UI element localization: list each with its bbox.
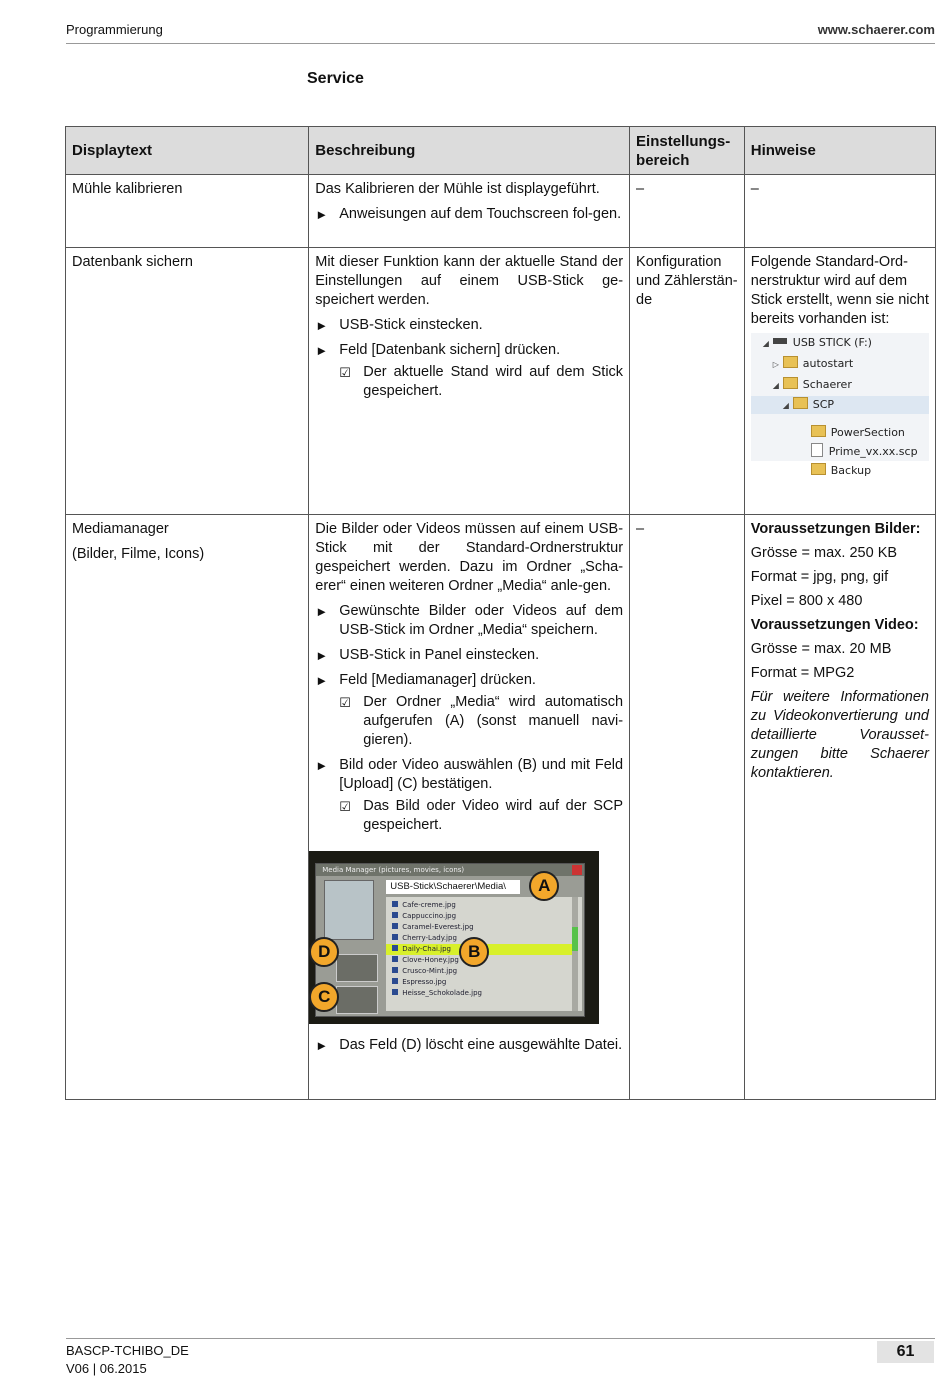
section-title: Service [307, 70, 364, 87]
delete-button-graphic [336, 954, 378, 982]
result-item [339, 363, 623, 401]
file-item-selected [392, 944, 451, 955]
table-header-row [66, 127, 936, 175]
requirement-line: Grösse = max. 20 MB [750, 641, 892, 657]
tree-label: USB STICK (F:) [792, 336, 872, 349]
footer-version: V06 | 06.2015 [66, 1361, 147, 1376]
step-item [315, 646, 623, 665]
path-field: USB-Stick\Schaerer\Media\ [386, 880, 520, 894]
right-triangle-icon: ► [315, 758, 329, 773]
file-name: Cherry-Lady.jpg [402, 934, 457, 942]
media-manager-screenshot [309, 851, 599, 1024]
requirement-line: Pixel = 800 x 480 [750, 593, 863, 609]
step-item [315, 205, 623, 224]
preview-thumbnail [324, 880, 374, 940]
step-item [315, 602, 623, 640]
step-text: Gewünschte Bilder oder Videos auf dem USB-Stick im Ordner „Media“ speichern. [339, 603, 624, 638]
file-item [392, 955, 459, 966]
table-row [66, 248, 936, 515]
header-section-label: Programmierung [66, 22, 163, 37]
right-triangle-icon: ► [315, 207, 329, 222]
file-name: Clove-Honey.jpg [402, 956, 459, 964]
displaytext-label: Mediamanager [72, 521, 169, 537]
tree-drive [763, 334, 872, 352]
row-bereich: Konfiguration und Zählerstän-de [630, 248, 745, 515]
step-item [315, 1036, 623, 1055]
header-hinweise: Hinweise [744, 127, 935, 175]
right-triangle-icon: ► [315, 604, 329, 619]
service-table [65, 126, 936, 1100]
close-icon [572, 865, 582, 875]
folder-icon [783, 356, 798, 368]
callout-b: B [459, 937, 489, 967]
checkbox-icon: ☑ [339, 799, 351, 814]
right-triangle-icon: ► [315, 648, 329, 663]
row-bereich: – [630, 175, 745, 248]
result-text: Das Bild oder Video wird auf der SCP gespeichert. [363, 798, 624, 833]
row-displaytext: Datenbank sichern [66, 248, 309, 515]
row-bereich: – [630, 515, 745, 1100]
tree-folder [811, 462, 871, 480]
checkbox-icon: ☑ [339, 365, 351, 380]
file-icon [811, 443, 823, 457]
file-name: Crusco-Mint.jpg [402, 967, 458, 975]
requirement-line: Grösse = max. 250 KB [750, 545, 898, 561]
row-beschreibung [309, 248, 630, 515]
scrollbar [572, 897, 578, 1011]
step-text: USB-Stick in Panel einstecken. [339, 647, 540, 663]
displaytext-sub: (Bilder, Filme, Icons) [72, 546, 205, 562]
right-triangle-icon: ► [315, 673, 329, 688]
footer-divider [66, 1338, 935, 1339]
requirement-line: Format = MPG2 [750, 665, 855, 681]
callout-c: C [309, 982, 339, 1012]
step-item [315, 316, 623, 335]
right-triangle-icon: ► [315, 343, 329, 358]
footer-document-id: BASCP-TCHIBO_DE [66, 1343, 189, 1358]
tree-folder [773, 376, 852, 394]
row-displaytext [66, 515, 309, 1100]
description-text: Die Bilder oder Videos müssen auf einem USB-Stick mit der Standard-Ordnerstruktur gespeichert werden. Dazu im Ordner „Scha-erer“ einen weiteren Ordner „Media“ anle-gen. [315, 521, 624, 594]
folder-icon [811, 463, 826, 475]
file-item [392, 988, 482, 999]
result-text: Der Ordner „Media“ wird automatisch aufgerufen (A) (sonst manuell navi-gieren). [363, 694, 624, 748]
collapse-icon: ▷ [772, 360, 779, 369]
header-displaytext: Displaytext [66, 127, 309, 175]
checkbox-icon: ☑ [339, 695, 351, 710]
table-row [66, 515, 936, 1100]
folder-tree-image [751, 333, 929, 477]
right-triangle-icon: ► [315, 1038, 329, 1053]
callout-a: A [529, 871, 559, 901]
upload-button-graphic [336, 986, 378, 1014]
tree-label: autostart [802, 357, 854, 370]
image-file-icon [392, 912, 398, 918]
description-text: Das Kalibrieren der Mühle ist displaygeführt. [315, 181, 600, 197]
image-file-icon [392, 945, 398, 951]
folder-icon [783, 377, 798, 389]
folder-icon [793, 397, 808, 409]
row-displaytext: Mühle kalibrieren [66, 175, 309, 248]
tree-label: Schaerer [802, 378, 852, 391]
file-name: Espresso.jpg [402, 978, 447, 986]
step-text: Bild oder Video auswählen (B) und mit Feld [Upload] (C) bestätigen. [339, 757, 624, 792]
window-title: Media Manager (pictures, movies, icons) [316, 864, 584, 876]
page-number: 61 [877, 1341, 934, 1363]
file-item [392, 911, 456, 922]
image-file-icon [392, 923, 398, 929]
tree-folder-selected [751, 396, 929, 414]
file-name: Cafe-creme.jpg [402, 901, 456, 909]
image-file-icon [392, 901, 398, 907]
expand-icon: ◢ [782, 401, 789, 410]
usb-drive-icon [773, 338, 787, 344]
contact-note: Für weitere Informationen zu Videokonvertierung und detaillierte Vorausset-zungen bitte Schaerer kontaktieren. [750, 689, 929, 781]
file-name: Heisse_Schokolade.jpg [402, 989, 483, 997]
file-item [392, 922, 473, 933]
row-hinweise: – [744, 175, 935, 248]
step-text: Das Feld (D) löscht eine ausgewählte Datei. [339, 1037, 623, 1053]
table-row [66, 175, 936, 248]
step-item [315, 756, 623, 794]
result-item [339, 693, 623, 750]
step-text: USB-Stick einstecken. [339, 317, 483, 333]
row-hinweise [744, 248, 935, 515]
row-beschreibung [309, 175, 630, 248]
tree-folder [773, 355, 853, 373]
header-website: www.schaerer.com [817, 22, 935, 37]
step-text: Feld [Datenbank sichern] drücken. [339, 342, 561, 358]
expand-icon: ◢ [762, 339, 769, 348]
header-divider [66, 43, 935, 44]
tree-label: SCP [812, 398, 835, 411]
hinweis-text: Folgende Standard-Ord-nerstruktur wird auf dem Stick erstellt, wenn sie nicht bereits vorhanden ist: [750, 254, 929, 327]
step-text: Feld [Mediamanager] drücken. [339, 672, 536, 688]
step-item [315, 341, 623, 360]
tree-folder [811, 424, 905, 442]
callout-d: D [309, 937, 339, 967]
file-item [392, 977, 446, 988]
tree-file [811, 443, 918, 461]
image-file-icon [392, 989, 398, 995]
requirements-heading: Voraussetzungen Video: [750, 617, 919, 633]
row-beschreibung [309, 515, 630, 1100]
file-name: Cappuccino.jpg [402, 912, 457, 920]
file-item [392, 900, 456, 911]
right-triangle-icon: ► [315, 318, 329, 333]
result-item [339, 797, 623, 835]
header-beschreibung: Beschreibung [309, 127, 630, 175]
requirement-line: Format = jpg, png, gif [750, 569, 889, 585]
image-file-icon [392, 967, 398, 973]
result-text: Der aktuelle Stand wird auf dem Stick gespeichert. [363, 364, 624, 399]
file-name: Daily-Chai.jpg [402, 945, 451, 953]
tree-label: PowerSection [830, 426, 905, 439]
file-item [392, 966, 457, 977]
description-text: Mit dieser Funktion kann der aktuelle Stand der Einstellungen auf einem USB-Stick ge-speichert werden. [315, 254, 624, 308]
step-item [315, 671, 623, 690]
scrollbar-thumb [572, 927, 578, 951]
tree-label: Backup [830, 464, 872, 477]
image-file-icon [392, 934, 398, 940]
requirements-heading: Voraussetzungen Bilder: [750, 521, 921, 537]
image-file-icon [392, 956, 398, 962]
tree-label: Prime_vx.xx.scp [828, 445, 918, 458]
header-bereich: Einstellungs- bereich [630, 127, 745, 175]
image-file-icon [392, 978, 398, 984]
row-hinweise [744, 515, 935, 1100]
file-item [392, 933, 457, 944]
file-name: Caramel-Everest.jpg [402, 923, 474, 931]
folder-icon [811, 425, 826, 437]
step-text: Anweisungen auf dem Touchscreen fol-gen. [339, 206, 622, 222]
expand-icon: ◢ [772, 381, 779, 390]
